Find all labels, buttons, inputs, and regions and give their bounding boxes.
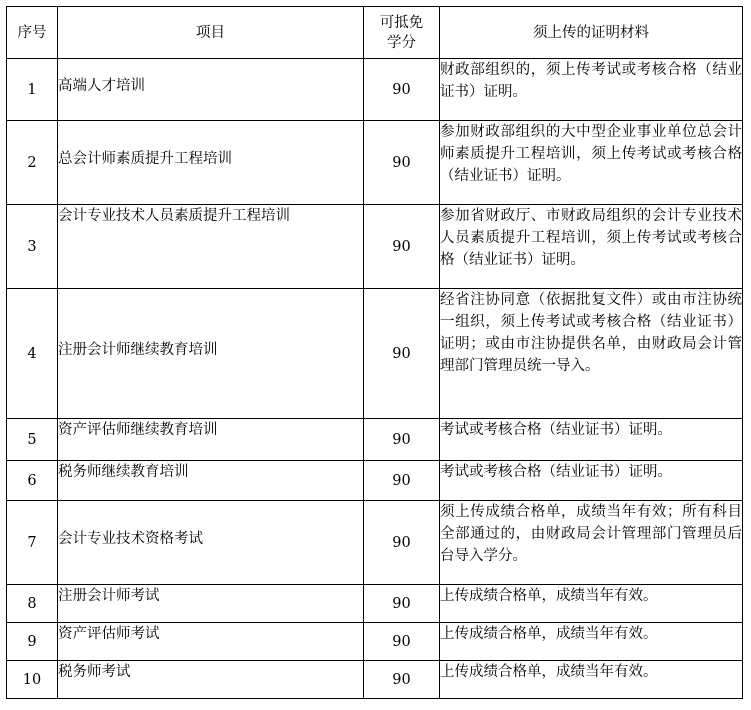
row-no: 3 xyxy=(7,205,58,289)
row-score: 90 xyxy=(364,205,440,289)
row-score: 90 xyxy=(364,59,440,121)
row-score: 90 xyxy=(364,289,440,419)
row-score: 90 xyxy=(364,585,440,623)
row-item: 税务师考试 xyxy=(58,661,364,699)
row-item: 资产评估师继续教育培训 xyxy=(58,419,364,461)
header-item: 项目 xyxy=(58,7,364,59)
table-row xyxy=(7,289,743,419)
row-item: 税务师继续教育培训 xyxy=(58,461,364,501)
table-row xyxy=(7,121,743,205)
row-item: 资产评估师考试 xyxy=(58,623,364,661)
row-score: 90 xyxy=(364,501,440,585)
row-score: 90 xyxy=(364,661,440,699)
row-materials: 上传成绩合格单，成绩当年有效。 xyxy=(440,585,743,623)
row-item: 高端人才培训 xyxy=(58,59,364,121)
header-no: 序号 xyxy=(7,7,58,59)
row-no: 6 xyxy=(7,461,58,501)
row-score: 90 xyxy=(364,623,440,661)
table-row xyxy=(7,59,743,121)
row-item: 会计专业技术资格考试 xyxy=(58,501,364,585)
row-materials: 上传成绩合格单，成绩当年有效。 xyxy=(440,623,743,661)
row-materials: 参加财政部组织的大中型企业事业单位总会计师素质提升工程培训，须上传考试或考核合格（结业证书）证明。 xyxy=(440,121,743,205)
row-score: 90 xyxy=(364,461,440,501)
row-materials: 财政部组织的，须上传考试或考核合格（结业证书）证明。 xyxy=(440,59,743,121)
header-materials: 须上传的证明材料 xyxy=(440,7,743,59)
row-no: 9 xyxy=(7,623,58,661)
table-row xyxy=(7,419,743,461)
table-row xyxy=(7,205,743,289)
row-no: 2 xyxy=(7,121,58,205)
header-row xyxy=(7,7,743,59)
header-score-line1: 可抵免 xyxy=(379,14,424,31)
header-score-line2: 学分 xyxy=(387,34,416,51)
row-materials: 考试或考核合格（结业证书）证明。 xyxy=(440,461,743,501)
row-score: 90 xyxy=(364,121,440,205)
row-no: 8 xyxy=(7,585,58,623)
row-no: 5 xyxy=(7,419,58,461)
row-materials: 须上传成绩合格单，成绩当年有效；所有科目全部通过的，由财政局会计管理部门管理员后台导入学分。 xyxy=(440,501,743,585)
header-score xyxy=(364,7,440,59)
credit-table xyxy=(6,6,743,699)
row-no: 7 xyxy=(7,501,58,585)
row-materials: 考试或考核合格（结业证书）证明。 xyxy=(440,419,743,461)
row-materials: 经省注协同意（依据批复文件）或由市注协统一组织，须上传考试或考核合格（结业证书）证明；或由市注协提供名单，由财政局会计管理部门管理员统一导入。 xyxy=(440,289,743,419)
table-row xyxy=(7,501,743,585)
row-item: 会计专业技术人员素质提升工程培训 xyxy=(58,205,364,289)
row-materials: 上传成绩合格单，成绩当年有效。 xyxy=(440,661,743,699)
table-row xyxy=(7,585,743,623)
row-materials: 参加省财政厅、市财政局组织的会计专业技术人员素质提升工程培训，须上传考试或考核合格（结业证书）证明。 xyxy=(440,205,743,289)
row-item: 总会计师素质提升工程培训 xyxy=(58,121,364,205)
row-no: 10 xyxy=(7,661,58,699)
table-row xyxy=(7,661,743,699)
row-score: 90 xyxy=(364,419,440,461)
table-row xyxy=(7,461,743,501)
row-item: 注册会计师继续教育培训 xyxy=(58,289,364,419)
table-row xyxy=(7,623,743,661)
row-no: 4 xyxy=(7,289,58,419)
row-no: 1 xyxy=(7,59,58,121)
row-item: 注册会计师考试 xyxy=(58,585,364,623)
